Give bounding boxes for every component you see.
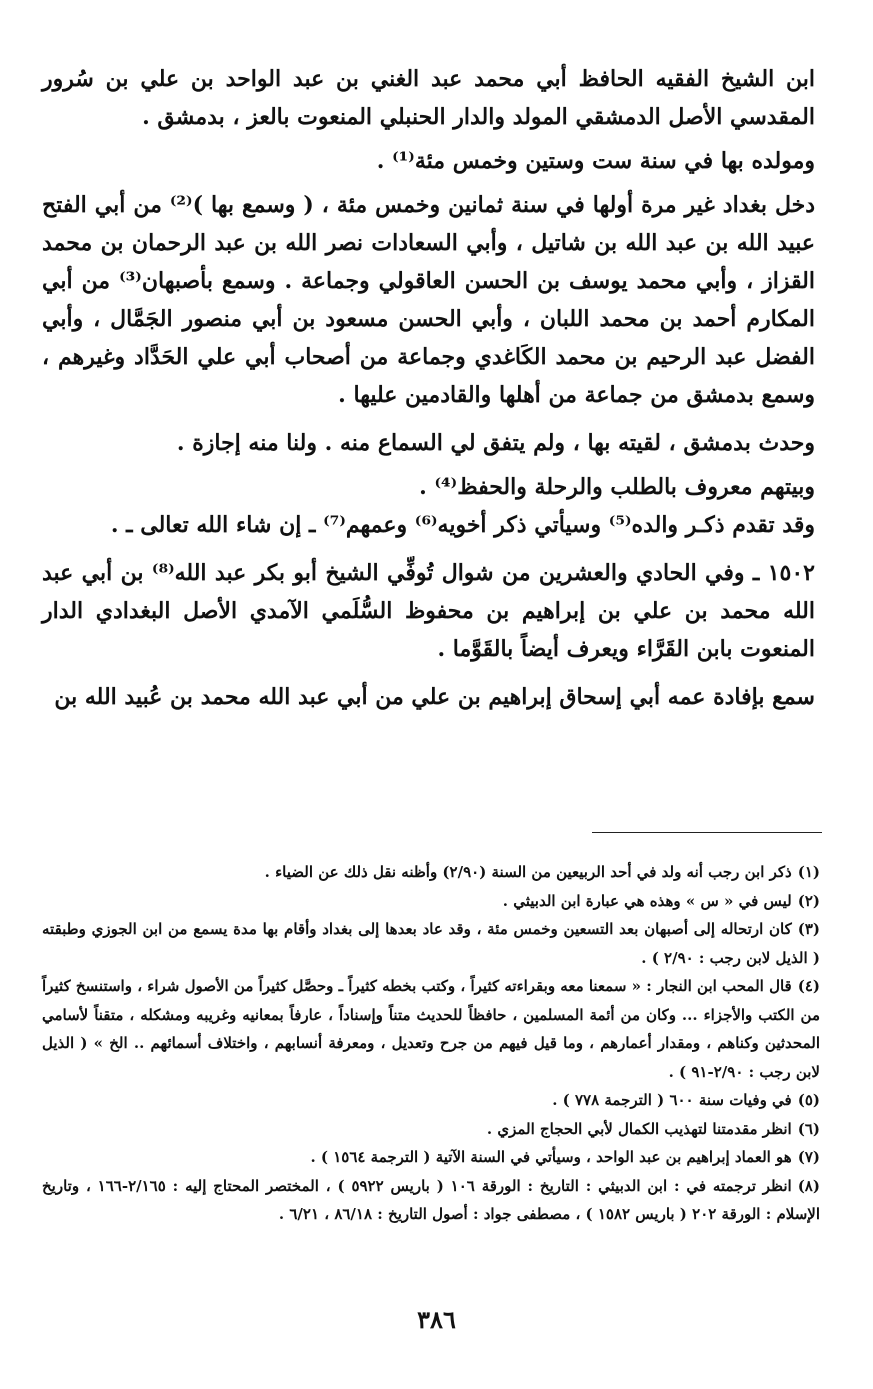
footnote-divider xyxy=(592,832,822,833)
page-number: ٣٨٦ xyxy=(417,1305,456,1334)
footnote-text: انظر ترجمته في : ابن الدبيثي : التاريخ : الورقة ١٠٦ ( باريس ٥٩٢٢ ) ، المختصر المحتاج إليه : ٢/١٦٥-١٦٦ ، وتاريخ الإسلام : الورقة ٢٠٢ ( باريس ١٥٨٢ ) ، مصطفى جواد : أصول التاريخ : ٨٦/١٨ ، ٦/٢١ . xyxy=(42,1176,820,1223)
paragraph-4: وحدث بدمشق ، لقيته بها ، ولم يتفق لي السماع منه . ولنا منه إجازة . xyxy=(176,430,815,456)
main-text xyxy=(42,60,815,716)
footnote-number: (٣) xyxy=(797,920,820,938)
footnote-text: قال المحب ابن النجار : « سمعنا معه وبقراءته كثيراً ، وكتب بخطه كثيراً ـ وحصَّل كثيراً من الأصول شراء ، واستنسخ كثيراً من الكتب والأجزاء ... وكان من أئمة المسلمين ، حافظاً للحديث متناً وإسناداً ، عارفاً بمعانيه وغريبه ومشكله ، متقناً لأسامي المحدثين وكناهم ، ومقدار أعمارهم ، وما قيل فيهم من جرح وتعديل ، ومعرفة أنسابهم ، واختلاف أسمائهم .. الخ » ( الذيل لابن رجب : ٢/٩٠-٩١ ) . xyxy=(42,977,820,1081)
footnote-number: (٦) xyxy=(797,1119,820,1138)
paragraph-8: سمع بإفادة عمه أبي إسحاق إبراهيم بن علي من أبي عبد الله محمد بن عُبيد الله بن xyxy=(54,684,815,710)
paragraph-6: وقد تقدم ذكـر والده⁽⁵⁾ وسيأتي ذكر أخويه⁽⁶⁾ وعمهم⁽⁷⁾ ـ إن شاء الله تعالى ـ . xyxy=(110,512,815,538)
footnote xyxy=(42,915,820,972)
entry-paragraph xyxy=(42,554,815,668)
footnote xyxy=(42,887,820,916)
footnote-number: (٨) xyxy=(797,1176,820,1195)
footnote-text: هو العماد إبراهيم بن عبد الواحد ، وسيأتي في السنة الآتية ( الترجمة ١٥٦٤ ) . xyxy=(310,1148,792,1166)
footnote xyxy=(42,1115,820,1144)
paragraph-5: وبيتهم معروف بالطلب والرحلة والحفظ⁽⁴⁾ . xyxy=(419,474,815,500)
footnote-number: (٧) xyxy=(797,1148,820,1166)
entry-text: ـ وفي الحادي والعشرين من شوال تُوفِّي الشيخ أبو بكر عبد الله⁽⁸⁾ بن أبي عبد الله محمد بن علي بن إبراهيم بن محفوظ السُّلَمي الآمدي الأصل البغدادي الدار المنعوت بابن القَرَّاء ويعرف أيضاً بالقَوَّما . xyxy=(42,560,815,662)
footnote-number: (١) xyxy=(797,863,820,881)
footnote-text: انظر مقدمتنا لتهذيب الكمال لأبي الحجاج المزي . xyxy=(486,1119,792,1138)
footnote xyxy=(42,1172,820,1229)
footnote xyxy=(42,1086,820,1115)
footnote xyxy=(42,972,820,1086)
footnote-text: ذكر ابن رجب أنه ولد في أحد الربيعين من السنة (٢/٩٠) وأظنه نقل ذلك عن الضياء . xyxy=(264,863,792,881)
footnote-text: كان ارتحاله إلى أصبهان بعد التسعين وخمس مئة ، وقد عاد بعدها إلى بغداد وأقام بها مدة يسمع من ابن الجوزي وطبقته ( الذيل لابن رجب : ٢/٩٠ ) . xyxy=(42,920,820,967)
footnote xyxy=(42,1143,820,1172)
footnote-text: ليس في « س » وهذه هي عبارة ابن الدبيثي . xyxy=(502,891,792,910)
paragraph-1: ابن الشيخ الفقيه الحافظ أبي محمد عبد الغني بن عبد الواحد بن علي بن سُرور المقدسي الأصل الدمشقي المولد والدار الحنبلي المنعوت بالعز ، بدمشق . xyxy=(42,66,815,130)
footnote-number: (٥) xyxy=(797,1091,820,1109)
footnotes xyxy=(42,858,820,1229)
footnote-text: في وفيات سنة ٦٠٠ ( الترجمة ٧٧٨ ) . xyxy=(552,1091,792,1109)
paragraph-2: ومولده بها في سنة ست وستين وخمس مئة⁽¹⁾ . xyxy=(376,148,815,174)
entry-number: ١٥٠٢ xyxy=(767,560,815,586)
footnote xyxy=(42,858,820,887)
footnote-number: (٤) xyxy=(797,977,820,995)
footnote-number: (٢) xyxy=(797,891,820,910)
paragraph-3: دخل بغداد غير مرة أولها في سنة ثمانين وخمس مئة ، ( وسمع بها )⁽²⁾ من أبي الفتح عبيد الله بن عبد الله بن شاتيل ، وأبي السعادات نصر الله بن عبد الرحمان بن محمد القزاز ، وأبي محمد يوسف بن الحسن العاقولي وجماعة . وسمع بأصبهان⁽³⁾ من أبي المكارم أحمد بن محمد اللبان ، وأبي الحسن مسعود بن أبي منصور الجَمَّال ، وأبي الفضل عبد الرحيم بن محمد الكَاغدي وجماعة من أصحاب أبي علي الحَدَّاد وغيرهم ، وسمع بدمشق من جماعة من أهلها والقادمين عليها . xyxy=(42,192,816,408)
